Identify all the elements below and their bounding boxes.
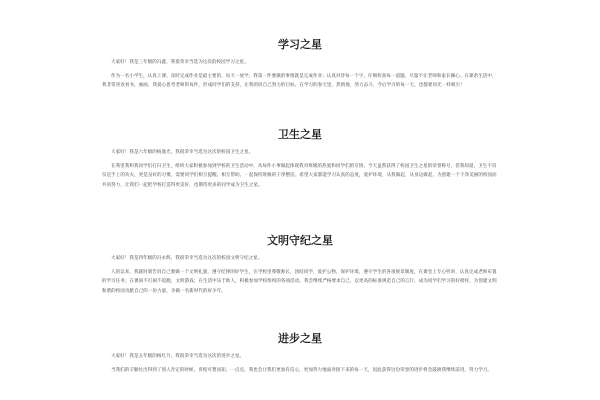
section-body: 人的以来，我就时刻告诉自己要做一个文明礼貌、遵守纪律的好学生，在学校里尊敬师长，团结同学，爱护公物，保护环境，遵守学生的各项规章制度，在课堂上专心听讲，认真完成老师布置的学习任务；在课间不打闹不追跑，文明游戏；在生活中乐于助人，积极参加学校组织的各项活动。我会继续严格要求自己，以更高的标准规范自己的言行，成为同学们学习的好榜样，为创建文明和谐的校园贡献自己的一份力量，争做一名新时代的好少年。 — [102, 269, 497, 294]
section-body: 作为一名小学生，认真上课、及时完成作业是最主要的，每天一放学，我第一件要做的事情就是完成作业；认真对待每一个字，仔细检查每一道题，尽量不让老师和家长操心。在课余生活中，我非常喜欢看书，画画，我爱心思考老师的每件，形成同学们的支持，让我的同自己努力的目标，在学习的春天里，热情地，努力奋斗，今后学习的每一天，也都要同光一样吸引！ — [102, 73, 497, 88]
section-body: 在我里我和我同学们打扫卫生，组织大家积极参加到学校的卫生活动中，从每件小事做起体现我对班级的热爱和同学们的友情。今天虽然获得了校园卫生之星的荣誉称号，但我知道，卫生不仅仅是手上的功夫，更是良好的习惯，需要同学们相互提醒、相互帮助、一起保持班级的干净整洁。希望大家都能学习认真的态度，爱护环境，从我做起，从身边做起，为创建一个干净美丽的校园而共同努力，让我们一起把学校打造得更美好，也期待更多的同学成为卫生之星。 — [102, 163, 497, 188]
section-intro: 大家好！我是五年级的杨红月，我很荣幸当选为这次的进步之星。 — [111, 354, 245, 359]
section-title: 学习之星 — [278, 38, 322, 51]
section-study-star — [0, 36, 600, 91]
section-title: 卫生之星 — [278, 128, 322, 141]
section-intro: 大家好！我是六年级的杨逸光，我很荣幸当选为这次的校园卫生之星。 — [111, 150, 254, 155]
section-progress-star — [0, 330, 600, 375]
section-title: 进步之星 — [278, 332, 322, 345]
section-title: 文明守纪之星 — [267, 234, 333, 247]
section-hygiene-star — [0, 126, 600, 190]
section-body: 当我们的辛勤付出得到了别人肯定的时候，喜悦可想而知，一点点，我也会让我们更加有信心，更加努力地面对接下来的每一天，因此获得这份荣誉的进步将会鼓励我继续前进，努力学习。 — [111, 367, 492, 373]
section-intro: 大家好！我是四年级的冯永辉，我很荣幸当选为这次的校园文明守纪之星。 — [111, 256, 263, 261]
section-discipline-star — [0, 232, 600, 296]
section-intro: 大家好！我是三年级的冯鑫，我很荣幸当选为这次的校园学习之星。 — [111, 60, 249, 65]
